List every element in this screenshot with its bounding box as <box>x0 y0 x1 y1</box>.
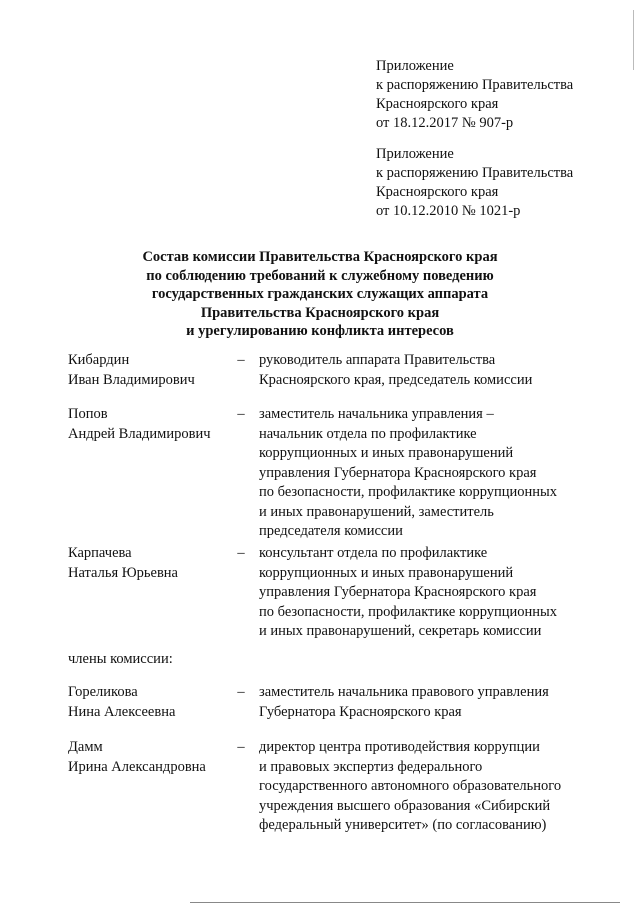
appendix-line: Красноярского края <box>376 96 499 112</box>
members-section-label: члены комиссии: <box>68 651 173 667</box>
member-name: Карпачева Наталья Юрьевна <box>68 545 178 581</box>
appendix-line: Приложение <box>376 146 454 162</box>
scan-edge-line <box>633 10 634 70</box>
dash-separator: – <box>237 545 245 561</box>
member-position: заместитель начальника управления – начальник отдела по профилактике коррупционных и иных правонарушений управления Губернатора Красноярского края по безопасности, профилактике коррупционных и иных правонарушений, заместитель председателя комиссии <box>259 406 558 539</box>
appendix-line: к распоряжению Правительства <box>376 165 574 181</box>
dash-separator: – <box>237 406 245 422</box>
title-line: и урегулированию конфликта интересов <box>186 323 454 339</box>
appendix-line: Красноярского края <box>376 184 499 200</box>
appendix-line: от 18.12.2017 № 907-р <box>376 115 514 131</box>
member-position: руководитель аппарата Правительства Красноярского края, председатель комиссии <box>259 352 533 388</box>
member-position: директор центра противодействия коррупции и правовых экспертиз федерального государственного автономного образовательного учреждения высшего образования «Сибирский федеральный университет» (по согласованию) <box>259 739 562 833</box>
title-line: государственных гражданских служащих аппарата <box>151 286 489 302</box>
scan-bottom-rule <box>190 902 620 903</box>
title-line: по соблюдению требований к служебному поведению <box>146 267 494 284</box>
member-position: консультант отдела по профилактике коррупционных и иных правонарушений управления Губернатора Красноярского края по безопасности, профилактике коррупционных и иных правонарушений, секретарь комиссии <box>259 545 558 639</box>
member-name: Дамм Ирина Александровна <box>68 739 206 775</box>
appendix-line: Приложение <box>376 58 454 74</box>
appendix-line: от 10.12.2010 № 1021-р <box>376 203 521 219</box>
member-position: заместитель начальника правового управления Губернатора Красноярского края <box>259 684 549 720</box>
member-name: Кибардин Иван Владимирович <box>68 352 195 388</box>
document-title <box>60 248 580 341</box>
appendix-current <box>376 57 573 133</box>
appendix-line: к распоряжению Правительства <box>376 77 574 93</box>
member-name: Гореликова Нина Алексеевна <box>68 684 176 720</box>
dash-separator: – <box>237 684 245 700</box>
dash-separator: – <box>237 352 245 368</box>
member-name: Попов Андрей Владимирович <box>68 406 211 442</box>
appendix-original <box>376 145 573 221</box>
title-line: Правительства Красноярского края <box>200 304 440 321</box>
dash-separator: – <box>237 739 245 755</box>
title-line: Состав комиссии Правительства Красноярского края <box>142 249 498 265</box>
